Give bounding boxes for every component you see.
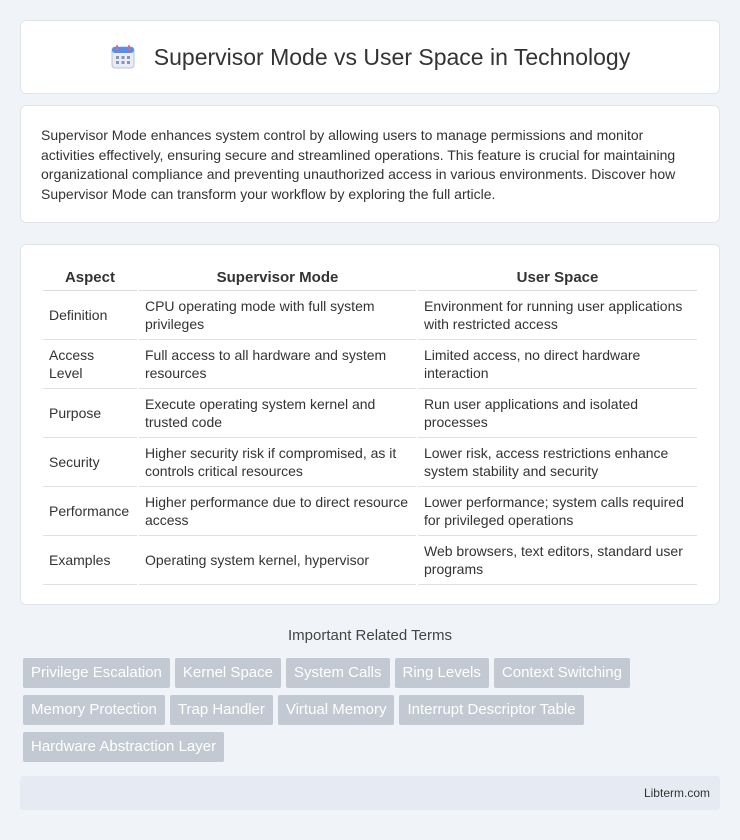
footer	[20, 776, 720, 810]
cell-supervisor: Full access to all hardware and system resources	[139, 340, 416, 389]
header-supervisor-mode: Supervisor Mode	[139, 265, 416, 291]
footer-site[interactable]: Libterm.com	[643, 786, 710, 800]
term-tag[interactable]: Memory Protection	[23, 695, 165, 725]
header-user-space: User Space	[418, 265, 697, 291]
table-header-row	[43, 265, 697, 291]
page-title: Supervisor Mode vs User Space in Technology	[153, 43, 631, 70]
table-row	[43, 438, 697, 487]
cell-aspect: Purpose	[43, 389, 137, 438]
table-row	[43, 389, 697, 438]
term-tag[interactable]: Kernel Space	[175, 658, 281, 688]
comparison-table	[41, 265, 699, 585]
cell-supervisor: Higher security risk if compromised, as it controls critical resources	[139, 438, 416, 487]
term-tag[interactable]: System Calls	[286, 658, 390, 688]
cell-user: Environment for running user applications with restricted access	[418, 291, 697, 340]
cell-supervisor: Execute operating system kernel and trusted code	[139, 389, 416, 438]
cell-aspect: Security	[43, 438, 137, 487]
cell-user: Lower risk, access restrictions enhance system stability and security	[418, 438, 697, 487]
cell-aspect: Definition	[43, 291, 137, 340]
term-tag[interactable]: Context Switching	[494, 658, 630, 688]
term-tag[interactable]: Hardware Abstraction Layer	[23, 732, 224, 762]
cell-user: Web browsers, text editors, standard user programs	[418, 536, 697, 585]
cell-supervisor: Higher performance due to direct resource access	[139, 487, 416, 536]
cell-supervisor: Operating system kernel, hypervisor	[139, 536, 416, 585]
term-tag[interactable]: Privilege Escalation	[23, 658, 170, 688]
comparison-table-card	[20, 244, 720, 605]
cell-user: Limited access, no direct hardware interaction	[418, 340, 697, 389]
term-tag[interactable]: Ring Levels	[395, 658, 489, 688]
table-row	[43, 291, 697, 340]
cell-supervisor: CPU operating mode with full system privileges	[139, 291, 416, 340]
table-row	[43, 340, 697, 389]
calendar-icon	[110, 44, 136, 70]
header-card	[20, 20, 720, 94]
title-wrap	[110, 44, 630, 71]
cell-user: Run user applications and isolated processes	[418, 389, 697, 438]
term-tag[interactable]: Interrupt Descriptor Table	[399, 695, 583, 725]
intro-card	[20, 105, 720, 223]
intro-text: Supervisor Mode enhances system control by allowing users to manage permissions and monitor activities effectively, ensuring secure and streamlined operations. This feature is crucial for maintaining organizational compliance and preventing unauthorized access in various environments. Discover how Supervisor Mode can transform your workflow by exploring the full article.	[41, 127, 676, 202]
term-tag[interactable]: Trap Handler	[170, 695, 273, 725]
cell-aspect: Examples	[43, 536, 137, 585]
cell-aspect: Performance	[43, 487, 137, 536]
cell-aspect: Access Level	[43, 340, 137, 389]
header-aspect: Aspect	[43, 265, 137, 291]
related-terms-list	[23, 658, 723, 769]
cell-user: Lower performance; system calls required for privileged operations	[418, 487, 697, 536]
related-terms-title: Important Related Terms	[288, 627, 452, 644]
table-row	[43, 536, 697, 585]
table-row	[43, 487, 697, 536]
term-tag[interactable]: Virtual Memory	[278, 695, 395, 725]
